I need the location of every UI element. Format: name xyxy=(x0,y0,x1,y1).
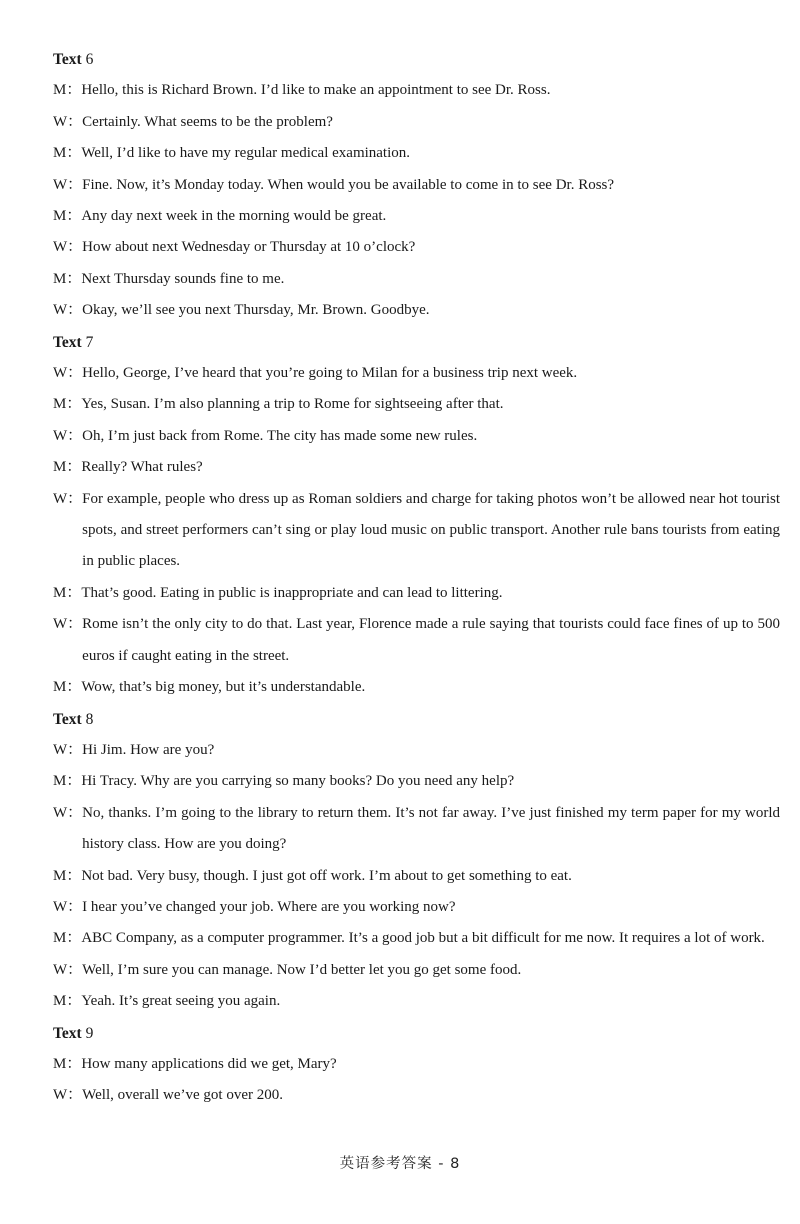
dialogue-text: Yes, Susan. I’m also planning a trip to Rome for sightseeing after that. xyxy=(81,396,504,413)
section-heading xyxy=(53,1018,780,1049)
transcript-section-9 xyxy=(53,1018,780,1112)
dialogue-text: No, thanks. I’m going to the library to return them. It’s not far away. I’ve just finished my term paper for my world history class. How are you doing? xyxy=(82,804,780,853)
dialogue-text: Fine. Now, it’s Monday today. When would you be available to come in to see Dr. Ross? xyxy=(82,176,615,193)
speaker-label: W： xyxy=(53,961,83,978)
speaker-label: W： xyxy=(53,804,83,821)
dialogue-line xyxy=(53,232,780,263)
dialogue-text: ABC Company, as a computer programmer. It’s a good job but a bit difficult for me now. It requires a lot of work. xyxy=(81,930,765,947)
dialogue-line xyxy=(53,264,780,295)
dialogue-text: Next Thursday sounds fine to me. xyxy=(81,270,285,287)
speaker-label: M： xyxy=(53,993,82,1010)
section-heading xyxy=(53,704,780,735)
transcript-section-6 xyxy=(53,44,780,327)
dialogue-line xyxy=(53,358,780,389)
dialogue-text: Rome isn’t the only city to do that. Last year, Florence made a rule saying that tourists could face fines of up to 500 euros if caught eating in the street. xyxy=(82,616,780,664)
speaker-label: W： xyxy=(53,898,83,915)
speaker-label: W： xyxy=(53,302,83,319)
section-heading xyxy=(53,44,780,75)
dialogue-line xyxy=(53,201,780,232)
dialogue-line xyxy=(53,672,780,703)
section-heading xyxy=(53,327,780,358)
dialogue-line xyxy=(53,170,780,201)
speaker-label: W： xyxy=(53,1087,83,1104)
dialogue-line xyxy=(53,1080,780,1111)
dialogue-line xyxy=(53,955,780,986)
speaker-label: M： xyxy=(53,82,82,99)
dialogue-line xyxy=(53,766,780,797)
dialogue-text: Well, I’d like to have my regular medical examination. xyxy=(81,145,411,162)
dialogue-text: I hear you’ve changed your job. Where are you working now? xyxy=(82,898,456,915)
dialogue-text: Well, I’m sure you can manage. Now I’d better let you go get some food. xyxy=(82,961,522,978)
speaker-label: M： xyxy=(53,867,82,884)
dialogue-text: That’s good. Eating in public is inappropriate and can lead to littering. xyxy=(81,584,503,601)
transcript-section-8 xyxy=(53,704,780,1018)
dialogue-line xyxy=(53,75,780,106)
speaker-label: W： xyxy=(53,741,83,758)
speaker-label: M： xyxy=(53,679,82,696)
speaker-label: W： xyxy=(53,427,83,444)
speaker-label: W： xyxy=(53,616,83,633)
dialogue-text: Certainly. What seems to be the problem? xyxy=(82,113,333,130)
speaker-label: M： xyxy=(53,930,82,947)
dialogue-text: Hello, this is Richard Brown. I’d like to make an appointment to see Dr. Ross. xyxy=(81,82,551,99)
dialogue-text: Hi Tracy. Why are you carrying so many books? Do you need any help? xyxy=(81,773,515,790)
section-heading-number: 8 xyxy=(85,710,94,728)
dialogue-text: Wow, that’s big money, but it’s understandable. xyxy=(81,679,366,696)
speaker-label: M： xyxy=(53,396,82,413)
dialogue-text: Any day next week in the morning would be great. xyxy=(81,208,387,225)
section-heading-word: Text xyxy=(53,333,82,351)
speaker-label: M： xyxy=(53,773,82,790)
dialogue-line xyxy=(53,609,780,672)
dialogue-line xyxy=(53,1049,780,1080)
speaker-label: M： xyxy=(53,145,82,162)
dialogue-line xyxy=(53,484,780,578)
section-heading-number: 6 xyxy=(85,51,94,68)
dialogue-line xyxy=(53,798,780,861)
speaker-label: W： xyxy=(53,239,83,256)
dialogue-line xyxy=(53,138,780,169)
transcript-section-7 xyxy=(53,327,780,704)
speaker-label: W： xyxy=(53,176,83,193)
dialogue-line xyxy=(53,295,780,326)
transcript-body xyxy=(53,44,780,1112)
dialogue-text: Yeah. It’s great seeing you again. xyxy=(81,993,281,1010)
dialogue-line xyxy=(53,923,780,954)
dialogue-line xyxy=(53,892,780,923)
dialogue-text: Really? What rules? xyxy=(81,459,203,476)
speaker-label: W： xyxy=(53,365,83,382)
dialogue-line xyxy=(53,578,780,609)
dialogue-line xyxy=(53,861,780,892)
dialogue-text: Not bad. Very busy, though. I just got off work. I’m about to get something to eat. xyxy=(81,867,572,884)
dialogue-line xyxy=(53,735,780,766)
dialogue-text: Hello, George, I’ve heard that you’re going to Milan for a business trip next week. xyxy=(82,365,578,382)
dialogue-text: Hi Jim. How are you? xyxy=(82,741,215,758)
dialogue-text: Well, overall we’ve got over 200. xyxy=(82,1087,283,1104)
section-heading-word: Text xyxy=(53,710,82,728)
section-heading-number: 7 xyxy=(85,333,94,351)
dialogue-line xyxy=(53,452,780,483)
dialogue-line xyxy=(53,389,780,420)
dialogue-line xyxy=(53,986,780,1017)
speaker-label: M： xyxy=(53,459,82,476)
page-footer: 英语参考答案 - 8 xyxy=(339,1156,461,1172)
dialogue-text: Oh, I’m just back from Rome. The city has made some new rules. xyxy=(82,427,478,444)
speaker-label: M： xyxy=(53,208,82,225)
speaker-label: M： xyxy=(53,584,82,601)
speaker-label: W： xyxy=(53,490,83,507)
section-heading-word: Text xyxy=(53,51,82,68)
dialogue-text: How many applications did we get, Mary? xyxy=(81,1055,337,1072)
section-heading-word: Text xyxy=(53,1024,82,1042)
speaker-label: M： xyxy=(53,1055,82,1072)
dialogue-text: For example, people who dress up as Roman soldiers and charge for taking photos won’t be allowed near hot tourist spots, and street performers can’t sing or play loud music on public transport. Another rule bans tourists from eating in public places. xyxy=(82,490,780,570)
section-heading-number: 9 xyxy=(85,1024,94,1042)
speaker-label: M： xyxy=(53,270,82,287)
speaker-label: W： xyxy=(53,113,83,130)
dialogue-line xyxy=(53,107,780,138)
dialogue-line xyxy=(53,421,780,452)
dialogue-text: How about next Wednesday or Thursday at 10 o’clock? xyxy=(82,239,416,256)
dialogue-text: Okay, we’ll see you next Thursday, Mr. Brown. Goodbye. xyxy=(82,302,430,319)
